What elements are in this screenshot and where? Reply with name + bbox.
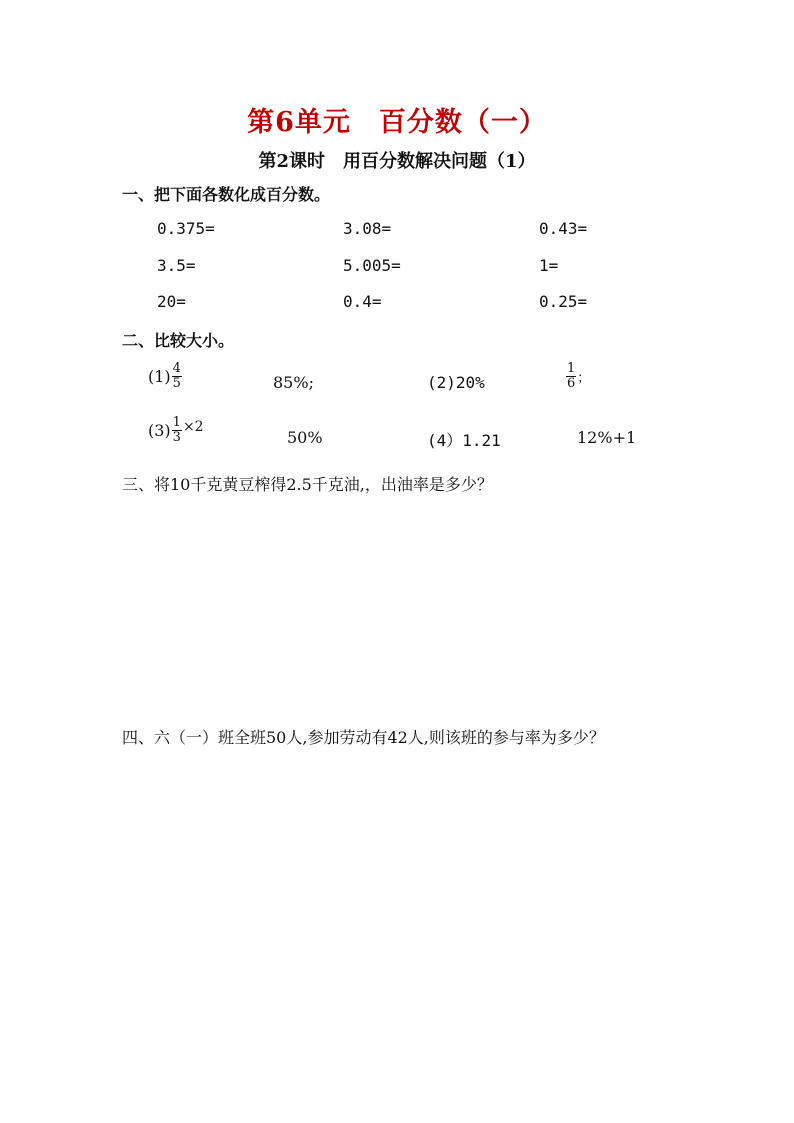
fraction-denominator: 6 [567,376,576,391]
fraction [172,416,182,445]
exercise-item: 3.08= [343,219,392,238]
exercise-item: 5.005= [343,256,401,275]
section-3-problem: 三、将10千克黄豆榨得2.5千克油,，出油率是多少？ [122,475,493,494]
section-4-problem: 四、六（一）班全班50人,参加劳动有42人,则该班的参与率为多少？ [122,728,605,747]
exercise-item: 1= [539,256,559,275]
compare-right-4: 12%+1 [577,428,637,447]
section-2-heading: 二、比较大小。 [122,331,235,350]
lesson-subtitle: 第2课时 用百分数解决问题（1） [258,151,536,172]
compare-problem-3 [148,416,204,445]
multiply-suffix: ×2 [182,418,204,435]
exercise-item: 0.4= [343,292,382,311]
compare-right-2 [565,362,590,391]
fraction-denominator: 5 [172,376,181,391]
exercise-item: 0.375= [157,219,215,238]
fraction-numerator: 1 [567,361,576,376]
semicolon: ； [577,371,591,386]
section-1-heading: 一、把下面各数化成百分数。 [122,185,331,204]
fraction [172,362,182,391]
exercise-item: 0.43= [539,219,588,238]
exercise-item: 20= [157,292,186,311]
page-title: 第6单元 百分数（一） [247,107,547,138]
compare-problem-1 [148,362,183,391]
fraction-numerator: 1 [172,415,181,430]
exercise-item: 0.25= [539,292,588,311]
compare-problem-2: (2)20% [427,373,485,392]
fraction [566,362,576,391]
compare-right-3: 50% [287,428,323,447]
compare-problem-4: (4）1.21 [427,431,501,450]
problem-label: (3) [148,421,171,440]
compare-right-1: 85%; [273,373,314,392]
fraction-denominator: 3 [172,430,181,445]
problem-label: (1) [148,367,171,386]
fraction-numerator: 4 [172,361,181,376]
exercise-item: 3.5= [157,256,196,275]
